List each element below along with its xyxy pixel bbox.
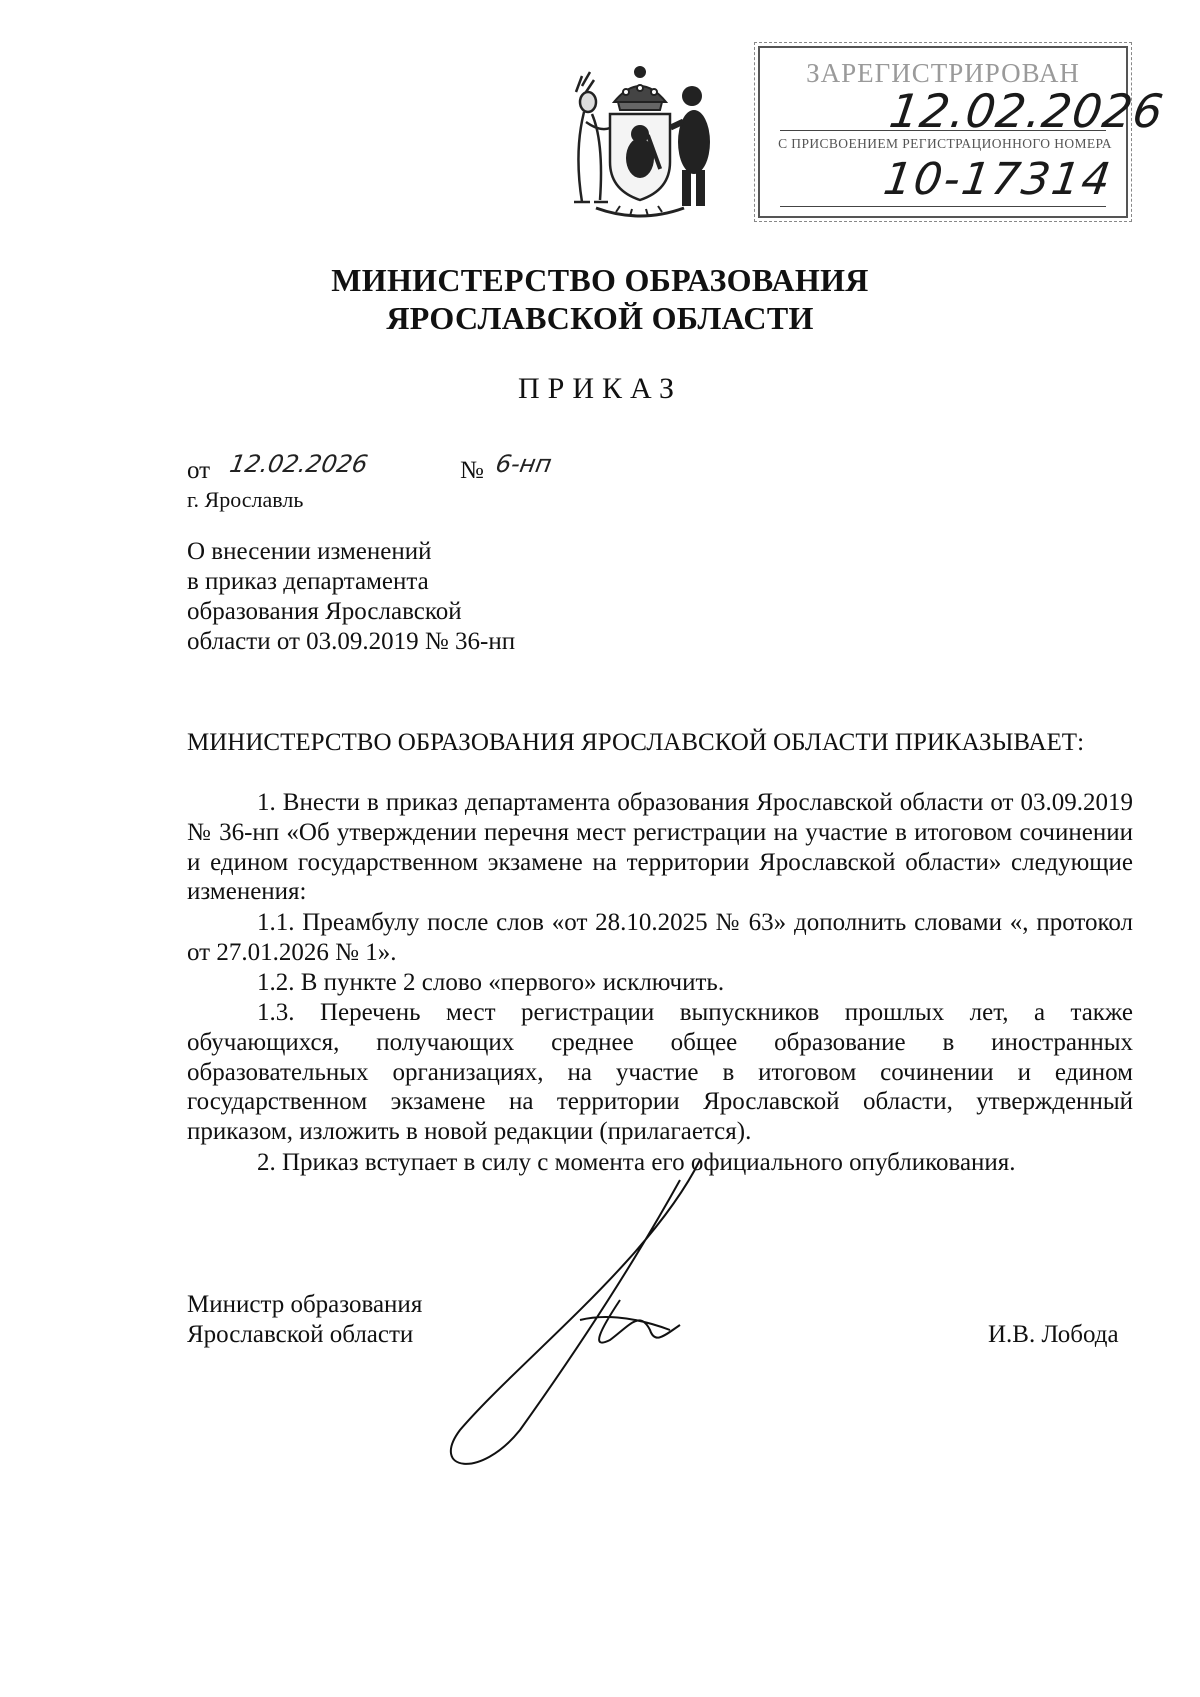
crown-icon <box>614 67 666 110</box>
order-date: 12.02.2026 <box>227 450 370 478</box>
paragraph-1-1: 1.1. Преамбулу после слов «от 28.10.2025 № 63» дополнить словами «, протокол от 27.01.2026 № 1». <box>187 909 1133 966</box>
stamp-number: 10-17314 <box>880 154 1116 205</box>
order-number: 6-нп <box>493 450 554 478</box>
signatory-position: Ярославской области <box>187 1321 414 1348</box>
subject-line: области от 03.09.2019 № 36-нп <box>187 628 516 655</box>
stamp-date: 12.02.2026 <box>886 84 1168 138</box>
paragraph-2: 2. Приказ вступает в силу с момента его официального опубликования. <box>257 1149 1016 1176</box>
stamp-title: ЗАРЕГИСТРИРОВАН <box>806 58 1080 88</box>
subject-line: О внесении изменений <box>187 538 432 565</box>
paragraph-1-3: 1.3. Перечень мест регистрации выпускников прошлых лет, а также обучающихся, получающих среднее общее образование в иностранных образовательных организациях, на участие в итоговом сочинении и едином государственном экзамене на территории Ярославской области, утвержденный приказом, изложить в новой редакции (прилагается). <box>187 999 1133 1146</box>
signatory-name: И.В. Лобода <box>988 1321 1119 1348</box>
ministry-title-line2: ЯРОСЛАВСКОЙ ОБЛАСТИ <box>386 300 814 336</box>
laurel-icon <box>596 208 684 216</box>
paragraph-1: 1. Внести в приказ департамента образования Ярославской области от 03.09.2019 № 36-нп «Об утверждении перечня мест регистрации на участие в итоговом сочинении и едином государственном экзамене на территории Ярославской области» следующие изменения: <box>187 789 1133 906</box>
handwritten-signature <box>400 1100 780 1500</box>
date-prefix: от <box>187 457 211 484</box>
stamp-divider <box>780 130 1106 131</box>
paragraph-1-2: 1.2. В пункте 2 слово «первого» исключить. <box>257 969 725 996</box>
stamp-subtitle: С ПРИСВОЕНИЕМ РЕГИСТРАЦИОННОГО НОМЕРА <box>778 136 1112 151</box>
registration-stamp <box>758 46 1168 218</box>
ministry-title-line1: МИНИСТЕРСТВО ОБРАЗОВАНИЯ <box>331 262 869 298</box>
document-type: ПРИКАЗ <box>518 372 682 405</box>
signatory-position: Министр образования <box>187 1291 423 1318</box>
standing-bear-icon <box>669 86 710 206</box>
subject-line: образования Ярославской <box>187 598 462 625</box>
number-prefix: № <box>460 457 484 484</box>
coat-of-arms-emblem <box>556 62 724 222</box>
stamp-divider <box>780 206 1106 207</box>
city: г. Ярославль <box>187 487 304 512</box>
deer-icon <box>574 72 610 202</box>
subject-line: в приказ департамента <box>187 568 429 595</box>
order-intro: МИНИСТЕРСТВО ОБРАЗОВАНИЯ ЯРОСЛАВСКОЙ ОБЛАСТИ ПРИКАЗЫВАЕТ: <box>187 729 1085 756</box>
